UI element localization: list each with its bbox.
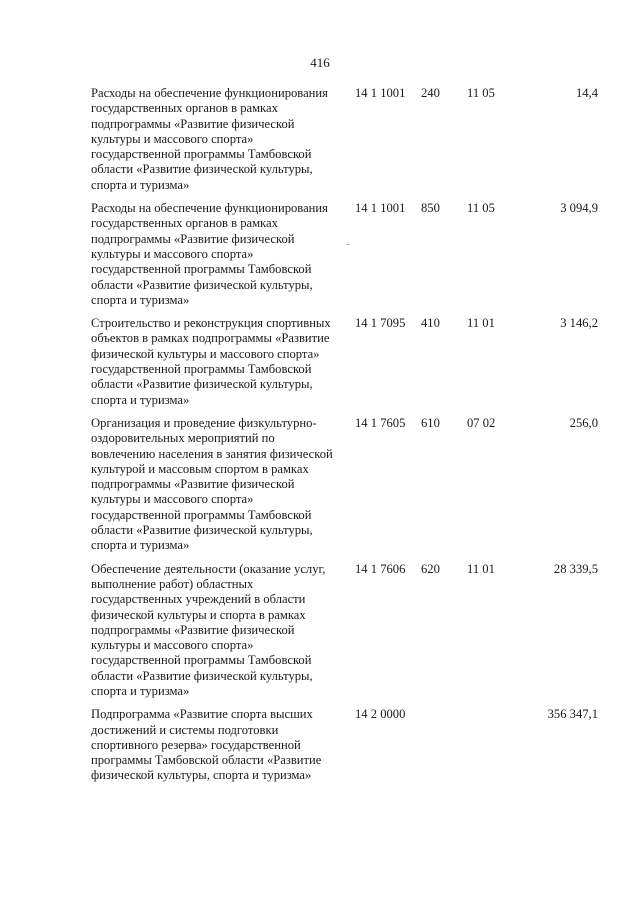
row-section-code: 11 05: [467, 86, 495, 100]
row-amount: 14,4: [575, 86, 598, 100]
row-description: Строительство и реконструкция спортивных объектов в рамках подпрограммы «Развитие физической культуры и массового спорта» государственной программы Тамбовской области «Развитие физической культуры, спорта и туризма»: [91, 316, 331, 407]
table-row: [91, 86, 598, 193]
row-target-code: 14 1 7605: [355, 415, 406, 430]
row-amount: 3 146,2: [560, 316, 598, 331]
row-description: Обеспечение деятельности (оказание услуг, выполнение работ) областных государственных учреждений в области физической культуры и спорта в рамках подпрограммы «Развитие физической культуры и массового спорта» государственной программы Тамбовской области «Развитие физической культуры, спорта и туризма»: [91, 561, 326, 698]
budget-table: [91, 86, 598, 792]
table-row: [91, 316, 598, 408]
row-amount: 356 347,1: [547, 707, 598, 722]
table-row: [91, 562, 598, 700]
row-section-code: 07 02: [467, 415, 496, 430]
row-target-code: 14 1 7606: [355, 561, 406, 576]
row-description: Подпрограмма «Развитие спорта высших достижений и системы подготовки спортивного резерва» государственной программы Тамбовской области «Развитие физической культуры, спорта и туризма»: [91, 707, 322, 783]
row-expense-type: 610: [421, 415, 440, 430]
table-row: [91, 707, 598, 783]
row-amount: 256,0: [569, 415, 598, 430]
row-expense-type: 620: [421, 561, 440, 576]
page-number: 416: [310, 55, 330, 70]
row-target-code: 14 1 7095: [355, 316, 406, 331]
row-target-code: 14 2 0000: [355, 707, 406, 722]
row-target-code: 14 1 1001: [355, 86, 406, 100]
row-description: Расходы на обеспечение функционирования государственных органов в рамках подпрограммы «Развитие физической культуры и массового спорта» государственной программы Тамбовской области «Развитие физической культуры, спорта и туризма»: [91, 201, 328, 307]
row-amount: 3 094,9: [560, 201, 598, 216]
row-description: Расходы на обеспечение функционирования государственных органов в рамках подпрограммы «Развитие физической культуры и массового спорта» государственной программы Тамбовской области «Развитие физической культуры, спорта и туризма»: [91, 86, 328, 192]
row-target-code: 14 1 1001: [355, 201, 406, 216]
row-expense-type: 240: [421, 86, 440, 100]
row-description: Организация и проведение физкультурно- оздоровительных мероприятий по вовлечению населения в занятия физической культурой и массовым спортом в рамках подпрограммы «Развитие физической культуры и массового спорта» государственной программы Тамбовской области «Развитие физической культуры, спорта и туризма»: [91, 415, 333, 553]
row-section-code: 11 01: [467, 561, 495, 576]
table-row: [91, 416, 598, 554]
row-section-code: 11 01: [467, 316, 495, 331]
row-section-code: 11 05: [467, 201, 495, 216]
row-amount: 28 339,5: [553, 561, 598, 576]
row-expense-type: 410: [421, 316, 440, 331]
table-row: [91, 201, 598, 308]
row-expense-type: 850: [421, 201, 440, 216]
scan-speck: [346, 244, 349, 245]
